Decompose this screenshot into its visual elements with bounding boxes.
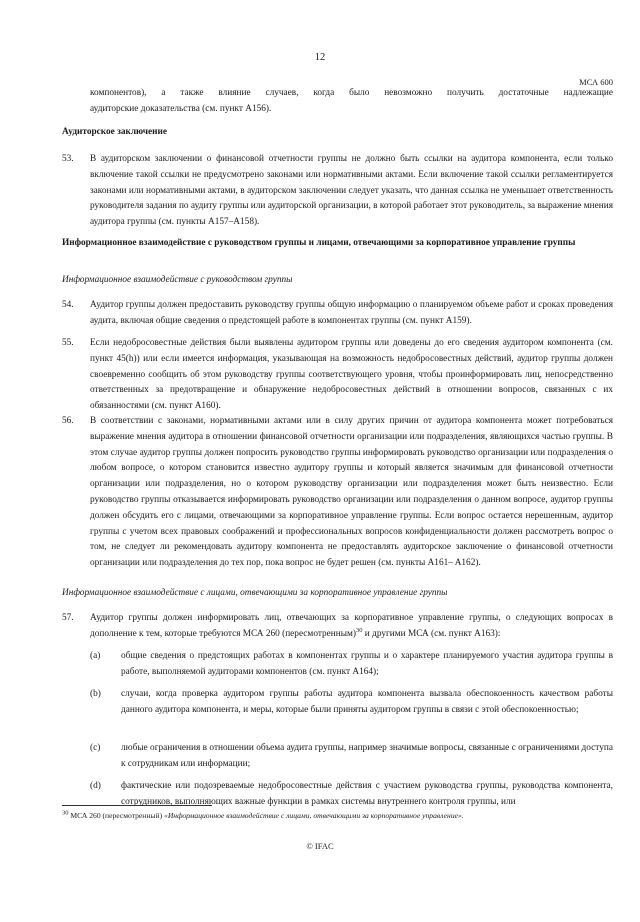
footnote: [62, 810, 613, 821]
section-heading-communication: Информационное взаимодействие с руководством группы и лицами, отвечающими за корпоративное управление группы: [62, 238, 576, 248]
continuation-line-1: компонентов), а также влияние случаев, когда было невозможно получить достаточные надлежащие: [90, 88, 613, 98]
page-number: 12: [314, 52, 326, 63]
list-item-label: (b): [90, 689, 101, 699]
list-item: [121, 779, 613, 807]
list-item: случаи, когда проверка аудитором группы работы аудитора компонента вызвала обеспокоенность качеством работы данного аудитора компонента, и меры, которые были приняты аудитором группы в связи с этой обеспокоенностью;: [121, 689, 613, 715]
footnote-reference: 30: [355, 626, 363, 634]
paragraph-53: В аудиторском заключении о финансовой отчетности группы не должно быть ссылки на аудитора компонента, если только включение такой ссылки не предусмотрено законами или нормативными актами. Если включение такой ссылки регламентируется законами или нормативными актами, в аудиторском заключении следует указать, что данная ссылка не уменьшает ответственность руководителя задания по аудиту группы или аудиторской организации, в которой работает этот руководитель, за выражение мнения аудитора группы (см. пункты A157–A158).: [90, 154, 613, 228]
header-reference: МСА 600: [579, 77, 613, 87]
paragraph-number-55: 55.: [62, 338, 74, 348]
paragraph-56: В соответствии с законами, нормативными актами или в силу других причин от аудитора компонента может потребоваться выражение мнения аудитора в отношении финансовой отчетности организации или подразделения, являющихся частью группы. В этом случае аудитор группы должен попросить руководство группы информировать руководство организации или подразделения о любом вопросе, о котором становится известно аудитору группы и который является значимым для финансовой отчетности организации или подразделения, но о котором руководству организации или подразделения может быть неизвестно. Если руководство группы отказывается информировать руководство организации или подразделения о данном вопросе, аудитор группы должен обсудить его с лицами, отвечающими за корпоративное управление группы. Если вопрос остается нерешенным, аудитор группы с учетом всех правовых соображений и профессиональных вопросов конфиденциальности должен рассмотреть вопрос о том, не следует ли рекомендовать аудитору компонента не предоставлять аудиторское заключение о финансовой отчетности организации или подразделения до тех пор, пока вопрос не будет решен (см. пункты A161– A162).: [90, 416, 613, 569]
subheading-management: Информационное взаимодействие с руководством группы: [62, 275, 293, 285]
paragraph-54: Аудитор группы должен предоставить руководству группы общую информацию о планируемом объеме работ и сроках проведения аудита, включая общие сведения о предстоящей работе в компонентах группы (см. пункт A159).: [90, 300, 613, 326]
subheading-governance: Информационное взаимодействие с лицами, отвечающими за корпоративное управление группы: [62, 588, 448, 598]
list-item-label: (c): [90, 743, 101, 753]
footnote-divider: [62, 805, 212, 806]
paragraph-57: [90, 611, 613, 643]
paragraph-number-56: 56.: [62, 416, 74, 426]
list-item: любые ограничения в отношении объема аудита группы, например значимые вопросы, связанные с ограничениями доступа к сотрудникам или информации;: [121, 743, 613, 769]
list-item-text: фактические или подозреваемые недобросовестные действия с участием руководства группы, руководства компонента, сотрудников, выполняющих важные функции в рамках системы внутреннего контроля группы, или: [121, 781, 613, 807]
list-item-label: (a): [90, 651, 101, 661]
continuation-line-2: аудиторские доказательства (см. пункт A156).: [90, 104, 272, 114]
section-heading-audit-report: Аудиторское заключение: [62, 127, 168, 137]
footnote-text: МСА 260 (пересмотренный): [68, 811, 165, 820]
list-item-label: (d): [90, 781, 101, 791]
paragraph-55: Если недобросовестные действия были выявлены аудитором группы или доведены до его сведения аудитором компонента (см. пункт 45(h)) или если имеется информация, указывающая на возможность недобросовестных действий, аудитор группы должен своевременно сообщить об этом руководству группы соответствующего уровня, чтобы проинформировать лиц, непосредственно ответственных за предотвращение и обнаружение недобросовестных действий в отношении вопросов, связанных с их обязанностями (см. пункт A160).: [90, 338, 613, 412]
paragraph-number-54: 54.: [62, 300, 74, 310]
paragraph-57-text: Аудитор группы должен информировать лиц, отвечающих за корпоративное управление группы, о следующих вопросах в дополнение к тем, которые требуются МСА 260 (пересмотренным): [90, 613, 613, 639]
page-footer: © IFAC: [306, 841, 334, 851]
paragraph-number-53: 53.: [62, 154, 74, 164]
footnote-number: 30: [62, 809, 69, 817]
paragraph-number-57: 57.: [62, 613, 74, 623]
footnote-title: «Информационное взаимодействие с лицами, отвечающими за корпоративное управление».: [164, 811, 464, 820]
paragraph-57-text-end: и другими МСА (см. пункт A163):: [362, 628, 501, 639]
list-item: общие сведения о предстоящих работах в компонентах группы и о характере планируемого участия аудитора группы в работе, выполняемой аудиторами компонентов (см. пункт A164);: [121, 651, 613, 677]
